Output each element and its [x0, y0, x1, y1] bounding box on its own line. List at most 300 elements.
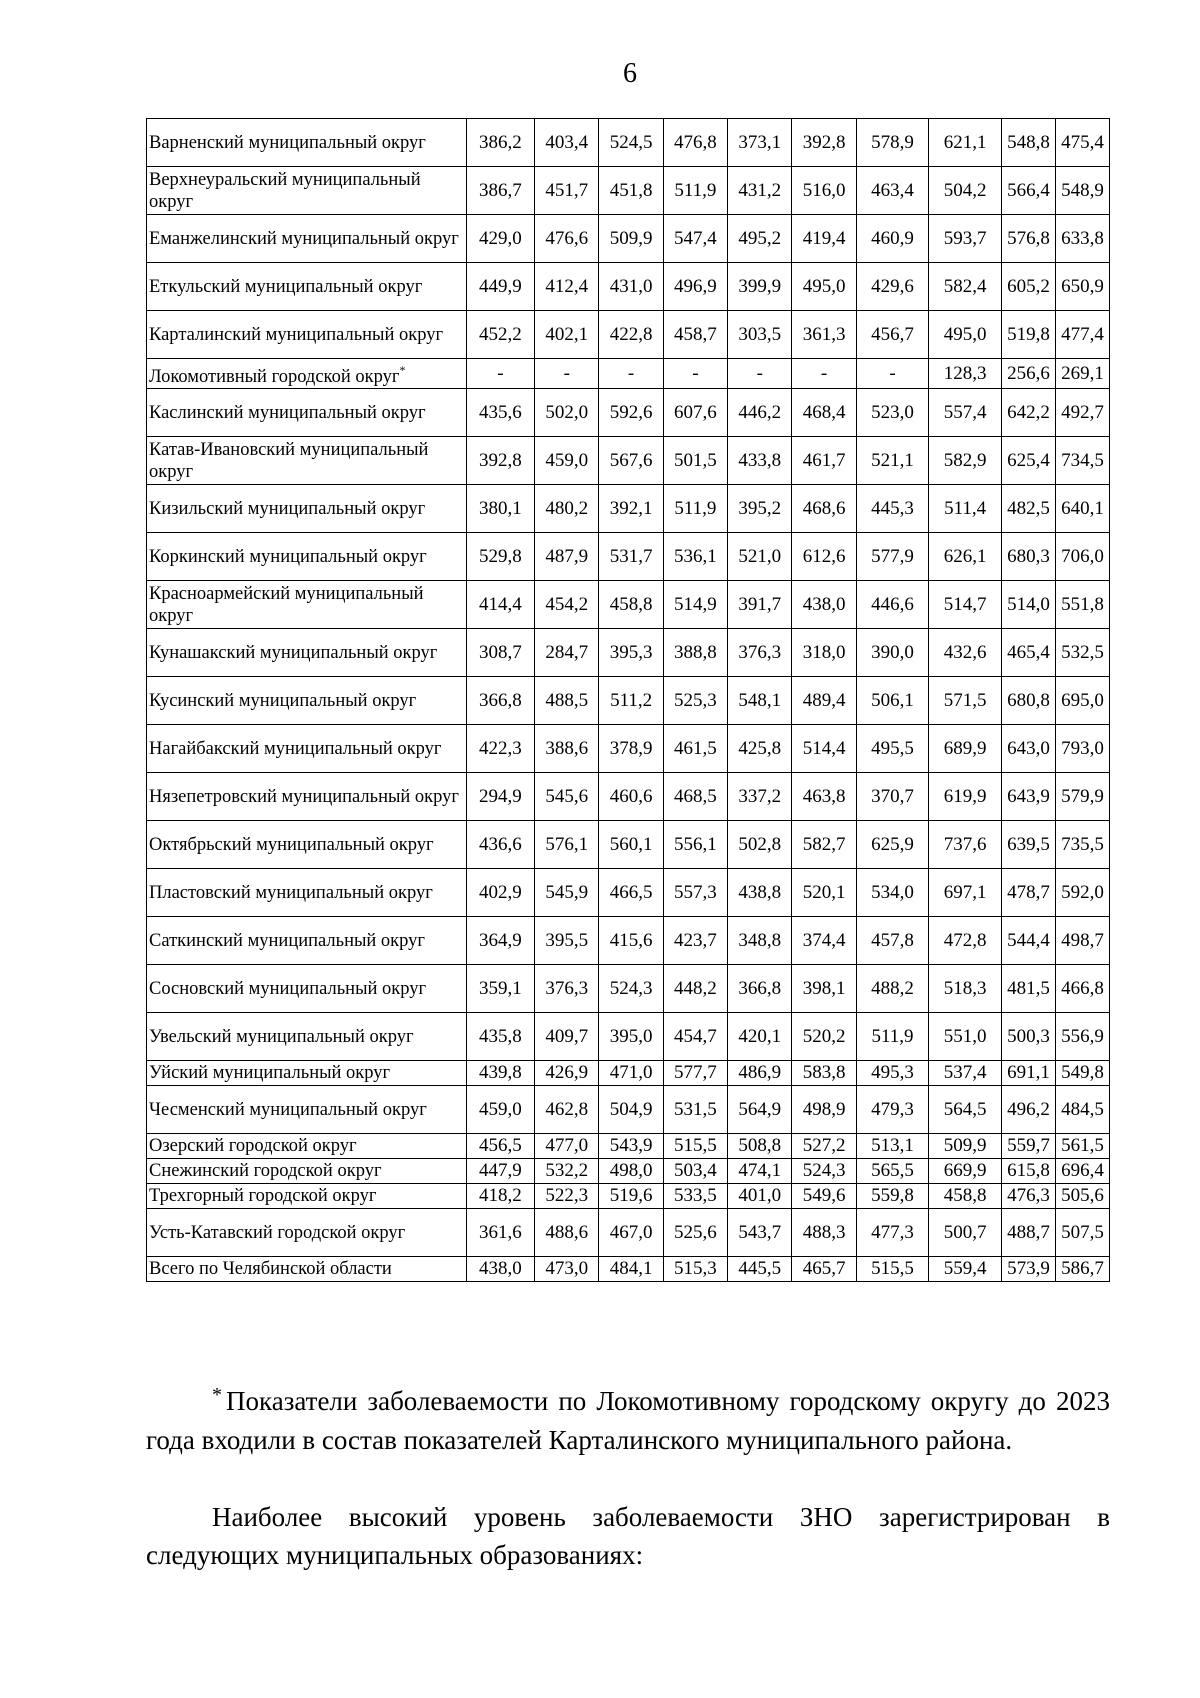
value-cell: 525,6	[663, 1209, 727, 1257]
value-cell: 458,8	[929, 1184, 1002, 1209]
municipality-name: Кунашакский муниципальный округ	[149, 642, 438, 663]
municipality-name-cell	[147, 581, 467, 629]
value-cell: 465,7	[792, 1257, 856, 1282]
value-cell: 476,3	[1001, 1184, 1055, 1209]
value-cell: 476,8	[663, 119, 727, 167]
value-cell: 532,5	[1055, 629, 1109, 677]
value-cell: 514,4	[792, 725, 856, 773]
value-cell: -	[599, 359, 663, 389]
value-cell: 527,2	[792, 1134, 856, 1159]
municipality-name: Всего по Челябинской области	[149, 1259, 392, 1279]
value-cell: 423,7	[663, 917, 727, 965]
municipality-name: Катав-Ивановский муниципальный округ	[149, 439, 429, 482]
value-cell: 508,8	[728, 1134, 792, 1159]
footnote	[146, 1376, 1110, 1460]
value-cell: 461,5	[663, 725, 727, 773]
table-row	[147, 965, 1110, 1013]
value-cell: 566,4	[1001, 167, 1055, 215]
value-cell: 515,5	[856, 1257, 929, 1282]
value-cell: 337,2	[728, 773, 792, 821]
municipality-name: Верхнеуральский муниципальный округ	[149, 169, 421, 212]
value-cell: 502,0	[535, 389, 599, 437]
value-cell: 565,5	[856, 1159, 929, 1184]
value-cell: 564,5	[929, 1086, 1002, 1134]
value-cell: 420,1	[728, 1013, 792, 1061]
value-cell: 503,4	[663, 1159, 727, 1184]
table-row	[147, 581, 1110, 629]
value-cell: 463,4	[856, 167, 929, 215]
value-cell: 402,9	[466, 869, 534, 917]
value-cell: 359,1	[466, 965, 534, 1013]
value-cell: 474,1	[728, 1159, 792, 1184]
value-cell: 639,5	[1001, 821, 1055, 869]
value-cell: 537,4	[929, 1061, 1002, 1086]
value-cell: 478,7	[1001, 869, 1055, 917]
value-cell: 308,7	[466, 629, 534, 677]
value-cell: 294,9	[466, 773, 534, 821]
value-cell: 593,7	[929, 215, 1002, 263]
value-cell: 468,6	[792, 485, 856, 533]
value-cell: 506,1	[856, 677, 929, 725]
municipality-name: Красноармейский муниципальный округ	[149, 583, 424, 626]
value-cell: 482,5	[1001, 485, 1055, 533]
value-cell: 468,4	[792, 389, 856, 437]
value-cell: 689,9	[929, 725, 1002, 773]
municipality-name-cell	[147, 1061, 467, 1086]
value-cell: 531,7	[599, 533, 663, 581]
value-cell: 128,3	[929, 359, 1002, 389]
value-cell: 462,8	[535, 1086, 599, 1134]
value-cell: 577,9	[856, 533, 929, 581]
value-cell: 544,4	[1001, 917, 1055, 965]
value-cell: 392,8	[792, 119, 856, 167]
municipality-name: Сосновский муниципальный округ	[149, 978, 427, 999]
value-cell: 395,0	[599, 1013, 663, 1061]
value-cell: 390,0	[856, 629, 929, 677]
value-cell: 447,9	[466, 1159, 534, 1184]
value-cell: 534,0	[856, 869, 929, 917]
value-cell: 551,0	[929, 1013, 1002, 1061]
value-cell: -	[663, 359, 727, 389]
value-cell: 463,8	[792, 773, 856, 821]
municipality-name-cell	[147, 1159, 467, 1184]
value-cell: 520,1	[792, 869, 856, 917]
value-cell: 458,8	[599, 581, 663, 629]
municipality-name: Каслинский муниципальный округ	[149, 402, 426, 423]
municipality-name-cell	[147, 485, 467, 533]
value-cell: 403,4	[535, 119, 599, 167]
table-row	[147, 485, 1110, 533]
value-cell: 642,2	[1001, 389, 1055, 437]
value-cell: 548,9	[1055, 167, 1109, 215]
table-row	[147, 1209, 1110, 1257]
value-cell: 511,4	[929, 485, 1002, 533]
value-cell: 488,2	[856, 965, 929, 1013]
table-row	[147, 773, 1110, 821]
value-cell: -	[535, 359, 599, 389]
value-cell: 438,8	[728, 869, 792, 917]
municipality-name: Кизильский муниципальный округ	[149, 498, 426, 519]
municipality-name: Еманжелинский муниципальный округ	[149, 228, 459, 249]
value-cell: 431,2	[728, 167, 792, 215]
value-cell: 475,4	[1055, 119, 1109, 167]
value-cell: 488,7	[1001, 1209, 1055, 1257]
table-row	[147, 263, 1110, 311]
value-cell: 578,9	[856, 119, 929, 167]
table-row	[147, 725, 1110, 773]
value-cell: 348,8	[728, 917, 792, 965]
value-cell: 398,1	[792, 965, 856, 1013]
value-cell: 456,7	[856, 311, 929, 359]
value-cell: 515,3	[663, 1257, 727, 1282]
value-cell: 514,9	[663, 581, 727, 629]
value-cell: 650,9	[1055, 263, 1109, 311]
value-cell: 376,3	[535, 965, 599, 1013]
table-row	[147, 869, 1110, 917]
value-cell: 582,9	[929, 437, 1002, 485]
table-row	[147, 1061, 1110, 1086]
value-cell: 521,0	[728, 533, 792, 581]
value-cell: 521,1	[856, 437, 929, 485]
municipality-name: Коркинский муниципальный округ	[149, 546, 427, 567]
municipality-name-cell	[147, 965, 467, 1013]
value-cell: 523,0	[856, 389, 929, 437]
table-row	[147, 1013, 1110, 1061]
value-cell: 373,1	[728, 119, 792, 167]
value-cell: 457,8	[856, 917, 929, 965]
value-cell: 489,4	[792, 677, 856, 725]
value-cell: 626,1	[929, 533, 1002, 581]
value-cell: 456,5	[466, 1134, 534, 1159]
value-cell: 436,6	[466, 821, 534, 869]
value-cell: 559,4	[929, 1257, 1002, 1282]
value-cell: 582,7	[792, 821, 856, 869]
value-cell: 548,1	[728, 677, 792, 725]
value-cell: 466,5	[599, 869, 663, 917]
value-cell: 370,7	[856, 773, 929, 821]
value-cell: 438,0	[792, 581, 856, 629]
value-cell: 415,6	[599, 917, 663, 965]
value-cell: 388,6	[535, 725, 599, 773]
value-cell: 576,8	[1001, 215, 1055, 263]
municipality-name-cell	[147, 917, 467, 965]
value-cell: 615,8	[1001, 1159, 1055, 1184]
value-cell: 481,5	[1001, 965, 1055, 1013]
value-cell: 524,3	[792, 1159, 856, 1184]
value-cell: 509,9	[599, 215, 663, 263]
value-cell: 480,2	[535, 485, 599, 533]
value-cell: 492,7	[1055, 389, 1109, 437]
value-cell: 735,5	[1055, 821, 1109, 869]
value-cell: 511,2	[599, 677, 663, 725]
municipality-name: Снежинский городской округ	[149, 1161, 382, 1181]
value-cell: 495,0	[792, 263, 856, 311]
municipality-name-cell	[147, 437, 467, 485]
value-cell: 556,1	[663, 821, 727, 869]
value-cell: 412,4	[535, 263, 599, 311]
value-cell: 507,5	[1055, 1209, 1109, 1257]
value-cell: 545,6	[535, 773, 599, 821]
value-cell: 451,8	[599, 167, 663, 215]
value-cell: 459,0	[466, 1086, 534, 1134]
value-cell: 495,5	[856, 725, 929, 773]
value-cell: 532,2	[535, 1159, 599, 1184]
value-cell: 621,1	[929, 119, 1002, 167]
municipality-name-cell	[147, 869, 467, 917]
table-row	[147, 1134, 1110, 1159]
municipality-name: Нагайбакский муниципальный округ	[149, 738, 442, 759]
value-cell: 500,3	[1001, 1013, 1055, 1061]
municipality-name-cell	[147, 533, 467, 581]
value-cell: -	[792, 359, 856, 389]
value-cell: 399,9	[728, 263, 792, 311]
municipality-name-cell	[147, 821, 467, 869]
table-row	[147, 533, 1110, 581]
municipality-name-cell	[147, 1209, 467, 1257]
value-cell: 543,9	[599, 1134, 663, 1159]
value-cell: 496,2	[1001, 1086, 1055, 1134]
municipality-name: Октябрьский муниципальный округ	[149, 834, 434, 855]
value-cell: 561,5	[1055, 1134, 1109, 1159]
table-row	[147, 821, 1110, 869]
value-cell: 549,8	[1055, 1061, 1109, 1086]
value-cell: 452,2	[466, 311, 534, 359]
value-cell: 361,3	[792, 311, 856, 359]
value-cell: 573,9	[1001, 1257, 1055, 1282]
municipality-name-cell	[147, 725, 467, 773]
value-cell: 607,6	[663, 389, 727, 437]
municipality-name-cell	[147, 359, 467, 389]
municipality-name-cell	[147, 167, 467, 215]
municipality-name: Озерский городской округ	[149, 1136, 357, 1156]
value-cell: 695,0	[1055, 677, 1109, 725]
value-cell: 549,6	[792, 1184, 856, 1209]
value-cell: 582,4	[929, 263, 1002, 311]
value-cell: 543,7	[728, 1209, 792, 1257]
value-cell: 439,8	[466, 1061, 534, 1086]
value-cell: 422,3	[466, 725, 534, 773]
value-cell: 391,7	[728, 581, 792, 629]
value-cell: 559,8	[856, 1184, 929, 1209]
municipality-name: Кусинский муниципальный округ	[149, 690, 417, 711]
value-cell: 643,9	[1001, 773, 1055, 821]
value-cell: 592,6	[599, 389, 663, 437]
value-cell: 409,7	[535, 1013, 599, 1061]
value-cell: 680,8	[1001, 677, 1055, 725]
value-cell: 697,1	[929, 869, 1002, 917]
value-cell: 418,2	[466, 1184, 534, 1209]
value-cell: 524,5	[599, 119, 663, 167]
value-cell: 504,9	[599, 1086, 663, 1134]
table-row	[147, 389, 1110, 437]
value-cell: 488,3	[792, 1209, 856, 1257]
value-cell: 513,1	[856, 1134, 929, 1159]
value-cell: 495,2	[728, 215, 792, 263]
municipality-name: Еткульский муниципальный округ	[149, 276, 423, 297]
value-cell: 458,7	[663, 311, 727, 359]
value-cell: 605,2	[1001, 263, 1055, 311]
value-cell: 557,4	[929, 389, 1002, 437]
municipality-name: Усть-Катавский городской округ	[149, 1222, 406, 1243]
value-cell: 502,8	[728, 821, 792, 869]
value-cell: 466,8	[1055, 965, 1109, 1013]
value-cell: 583,8	[792, 1061, 856, 1086]
value-cell: 477,4	[1055, 311, 1109, 359]
value-cell: 577,7	[663, 1061, 727, 1086]
municipality-name: Увельский муниципальный округ	[149, 1026, 414, 1047]
municipality-name: Уйский муниципальный округ	[149, 1063, 391, 1083]
value-cell: 364,9	[466, 917, 534, 965]
value-cell: 438,0	[466, 1257, 534, 1282]
value-cell: 495,0	[929, 311, 1002, 359]
value-cell: 519,6	[599, 1184, 663, 1209]
value-cell: 476,6	[535, 215, 599, 263]
municipality-name: Нязепетровский муниципальный округ	[149, 786, 460, 807]
value-cell: 625,9	[856, 821, 929, 869]
value-cell: 461,7	[792, 437, 856, 485]
value-cell: 559,7	[1001, 1134, 1055, 1159]
value-cell: 486,9	[728, 1061, 792, 1086]
value-cell: 454,7	[663, 1013, 727, 1061]
table-row	[147, 215, 1110, 263]
footnote-text: Показатели заболеваемости по Локомотивному городскому округу до 2023 года входили в состав показателей Карталинского муниципального района.	[146, 1386, 1110, 1455]
value-cell: 516,0	[792, 167, 856, 215]
value-cell: 468,5	[663, 773, 727, 821]
value-cell: 680,3	[1001, 533, 1055, 581]
value-cell: 473,0	[535, 1257, 599, 1282]
value-cell: 547,4	[663, 215, 727, 263]
municipality-name: Трехгорный городской округ	[149, 1186, 377, 1206]
value-cell: 435,8	[466, 1013, 534, 1061]
municipality-name: Чесменский муниципальный округ	[149, 1099, 427, 1120]
value-cell: 501,5	[663, 437, 727, 485]
value-cell: 419,4	[792, 215, 856, 263]
value-cell: 361,6	[466, 1209, 534, 1257]
municipality-name-cell	[147, 263, 467, 311]
value-cell: 484,5	[1055, 1086, 1109, 1134]
footnote-marker: *	[212, 1384, 222, 1406]
value-cell: -	[466, 359, 534, 389]
municipality-name: Локомотивный городской округ	[149, 367, 400, 387]
value-cell: 449,9	[466, 263, 534, 311]
value-cell: 426,9	[535, 1061, 599, 1086]
municipality-name-cell	[147, 119, 467, 167]
value-cell: 401,0	[728, 1184, 792, 1209]
municipality-name-cell	[147, 1134, 467, 1159]
value-cell: 525,3	[663, 677, 727, 725]
value-cell: 366,8	[466, 677, 534, 725]
value-cell: 488,6	[535, 1209, 599, 1257]
value-cell: 557,3	[663, 869, 727, 917]
value-cell: 376,3	[728, 629, 792, 677]
municipality-name-cell	[147, 677, 467, 725]
value-cell: 514,7	[929, 581, 1002, 629]
value-cell: 448,2	[663, 965, 727, 1013]
value-cell: 472,8	[929, 917, 1002, 965]
value-cell: 564,9	[728, 1086, 792, 1134]
value-cell: 460,6	[599, 773, 663, 821]
value-cell: 445,3	[856, 485, 929, 533]
value-cell: 414,4	[466, 581, 534, 629]
value-cell: 522,3	[535, 1184, 599, 1209]
value-cell: 548,8	[1001, 119, 1055, 167]
value-cell: 643,0	[1001, 725, 1055, 773]
table-row	[147, 1086, 1110, 1134]
value-cell: 422,8	[599, 311, 663, 359]
value-cell: 696,4	[1055, 1159, 1109, 1184]
municipality-name-cell	[147, 773, 467, 821]
value-cell: 425,8	[728, 725, 792, 773]
value-cell: 529,8	[466, 533, 534, 581]
value-cell: 505,6	[1055, 1184, 1109, 1209]
value-cell: 524,3	[599, 965, 663, 1013]
table-row	[147, 119, 1110, 167]
table-row	[147, 1184, 1110, 1209]
value-cell: 454,2	[535, 581, 599, 629]
value-cell: 395,3	[599, 629, 663, 677]
value-cell: 498,0	[599, 1159, 663, 1184]
value-cell: 511,9	[856, 1013, 929, 1061]
value-cell: 511,9	[663, 485, 727, 533]
value-cell: 477,0	[535, 1134, 599, 1159]
value-cell: 619,9	[929, 773, 1002, 821]
municipality-name: Карталинский муниципальный округ	[149, 324, 444, 345]
value-cell: 366,8	[728, 965, 792, 1013]
value-cell: 479,3	[856, 1086, 929, 1134]
body-paragraph: Наиболее высокий уровень заболеваемости ЗНО зарегистрирован в следующих муниципальных образованиях:	[146, 1502, 1110, 1570]
municipality-name-cell	[147, 1257, 467, 1282]
value-cell: 498,9	[792, 1086, 856, 1134]
value-cell: 467,0	[599, 1209, 663, 1257]
value-cell: 669,9	[929, 1159, 1002, 1184]
value-cell: 556,9	[1055, 1013, 1109, 1061]
municipality-name-cell	[147, 629, 467, 677]
table-row	[147, 167, 1110, 215]
value-cell: 633,8	[1055, 215, 1109, 263]
value-cell: 445,5	[728, 1257, 792, 1282]
value-cell: 269,1	[1055, 359, 1109, 389]
value-cell: 793,0	[1055, 725, 1109, 773]
value-cell: 392,1	[599, 485, 663, 533]
incidence-table	[146, 118, 1110, 1282]
value-cell: 706,0	[1055, 533, 1109, 581]
value-cell: 318,0	[792, 629, 856, 677]
value-cell: 429,0	[466, 215, 534, 263]
value-cell: 402,1	[535, 311, 599, 359]
value-cell: 488,5	[535, 677, 599, 725]
table-row	[147, 917, 1110, 965]
value-cell: 392,8	[466, 437, 534, 485]
value-cell: -	[856, 359, 929, 389]
value-cell: 435,6	[466, 389, 534, 437]
value-cell: 536,1	[663, 533, 727, 581]
value-cell: 586,7	[1055, 1257, 1109, 1282]
value-cell: 734,5	[1055, 437, 1109, 485]
municipality-name-cell	[147, 215, 467, 263]
value-cell: 484,1	[599, 1257, 663, 1282]
value-cell: 498,7	[1055, 917, 1109, 965]
table-row	[147, 629, 1110, 677]
municipality-name-cell	[147, 1013, 467, 1061]
value-cell: 533,5	[663, 1184, 727, 1209]
value-cell: 496,9	[663, 263, 727, 311]
value-cell: 737,6	[929, 821, 1002, 869]
value-cell: 374,4	[792, 917, 856, 965]
municipality-name: Пластовский муниципальный округ	[149, 882, 433, 903]
value-cell: 514,0	[1001, 581, 1055, 629]
value-cell: 388,8	[663, 629, 727, 677]
value-cell: 551,8	[1055, 581, 1109, 629]
